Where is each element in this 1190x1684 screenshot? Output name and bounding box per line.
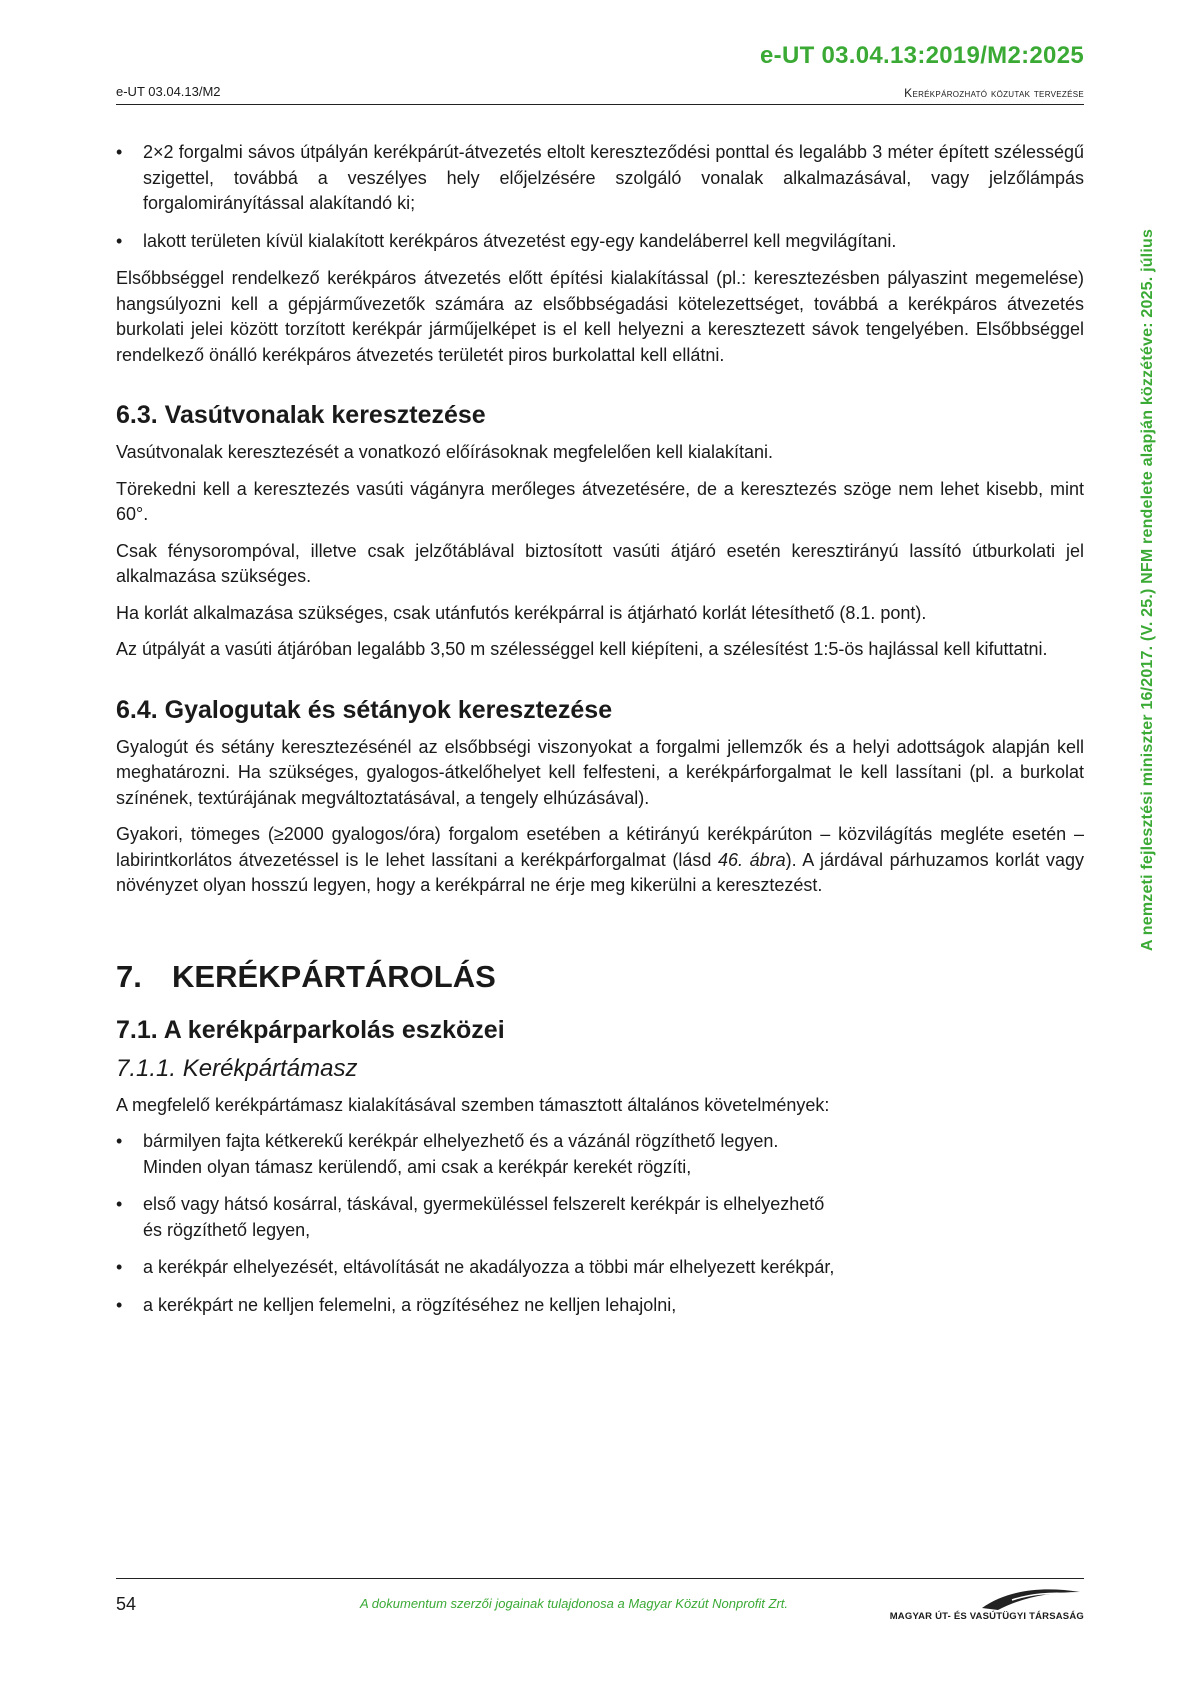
heading-7-1-1: 7.1.1. Kerékpártámasz <box>116 1054 358 1082</box>
side-note-text: A nemzeti fejlesztési miniszter 16/2017. (V. 25.) NFM rendelete alapján közzétéve: 2025. július <box>1139 228 1156 952</box>
chapter-7-heading: 7. KERÉKPÁRTÁROLÁS <box>116 958 496 994</box>
paragraph: A megfelelő kerékpártámasz kialakításával szemben támasztott általános követelmények: <box>116 1094 830 1115</box>
bullet-icon: • <box>116 1257 123 1277</box>
document-code: e-UT 03.04.13:2019/M2:2025 <box>760 42 1084 69</box>
paragraph: Gyalogút és sétány keresztezésénél az elsőbbségi viszonyokat a forgalmi jellemzők és a helyi adottságok alapján kell meghatározni. Ha szükséges, gyalogos-átkelőhelyet kell felfesteni, a kerékpárforgalmat le kell lassítani (pl. a burkolat színének, textúrájának megváltoztatásával, a tengely elhúzásával). <box>116 736 1084 808</box>
header-rule <box>116 104 1084 105</box>
society-logo <box>889 1586 1084 1622</box>
page-number: 54 <box>116 1594 137 1614</box>
paragraph: Ha korlát alkalmazása szükséges, csak utánfutós kerékpárral is átjárható korlát létesíthető (8.1. pont). <box>116 602 927 623</box>
list-item: • a kerékpárt ne kelljen felemelni, a rögzítéséhez ne kelljen lehajolni, <box>116 1293 1084 1319</box>
bullet-icon: • <box>116 1131 123 1151</box>
footer-rule <box>116 1578 1084 1579</box>
bullet-list-top <box>116 140 1084 254</box>
paragraph-priority: Elsőbbséggel rendelkező kerékpáros átvezetés előtt építési kialakítással (pl.: keresztezésben pályaszint megemelése) hangsúlyozni kell a gépjárművezetők számára az elsőbbségadási kötelezettséget, továbbá a kerékpáros átvezetés burkolati jelei között torzított kerékpár járműjelképet is el kell helyezni a keresztezett sávok tengelyében. Elsőbbséggel rendelkező önálló kerékpáros átvezetés területét piros burkolattal kell ellátni. <box>116 268 1084 365</box>
page-body <box>116 140 1084 1330</box>
logo-text: MAGYAR ÚT- ÉS VASÚTÜGYI TÁRSASÁG <box>889 1611 1084 1622</box>
header-right: Kerékpározható közutak tervezése <box>904 86 1084 100</box>
list-item: • bármilyen fajta kétkerekű kerékpár elhelyezhető és a vázánál rögzíthető legyen. Minden olyan támasz kerülendő, ami csak a kerékpár kerekét rögzíti, <box>116 1131 779 1177</box>
bullet-icon: • <box>116 230 123 251</box>
bullet-icon: • <box>116 1294 123 1315</box>
copyright-notice: A dokumentum szerzői jogainak tulajdonosa a Magyar Közút Nonprofit Zrt. <box>360 1596 789 1611</box>
header-left: e-UT 03.04.13/M2 <box>116 84 221 99</box>
paragraph: Vasútvonalak keresztezését a vonatkozó előírásoknak megfelelően kell kialakítani. <box>116 442 774 462</box>
heading-6-4: 6.4. Gyalogutak és sétányok keresztezése <box>116 695 613 724</box>
list-item: • a kerékpár elhelyezését, eltávolítását ne akadályozza a többi már elhelyezett kerékpár, <box>116 1255 1084 1281</box>
heading-6-3: 6.3. Vasútvonalak keresztezése <box>116 401 486 429</box>
bullet-list-requirements <box>116 1129 1084 1318</box>
paragraph: Törekedni kell a keresztezés vasúti vágányra merőleges átvezetésére, de a keresztezés szöge nem lehet kisebb, mint 60°. <box>116 478 1084 524</box>
heading-7-1: 7.1. A kerékpárparkolás eszközei <box>116 1015 505 1044</box>
bullet-icon: • <box>116 1194 123 1214</box>
paragraph: Gyakori, tömeges (≥2000 gyalogos/óra) forgalom esetében a kétirányú kerékpárúton – közvilágítás megléte esetén – labirintkorlátos átvezetéssel is le lehet lassítani a kerékpárforgalmat (lásd 46. ábra). A járdával párhuzamos korlát vagy növényzet olyan hosszú legyen, hogy a kerékpárral ne érje meg kikerülni a keresztezést. <box>116 824 1084 895</box>
road-swoosh-icon <box>912 1586 1084 1612</box>
paragraph: Az útpályát a vasúti átjáróban legalább 3,50 m szélességgel kell kiépíteni, a szélesítést 1:5-ös hajlással kell kifuttatni. <box>116 639 1048 659</box>
list-item: • 2×2 forgalmi sávos útpályán kerékpárút-átvezetés eltolt kereszteződési ponttal és legalább 3 méter épített szélességű szigettel, továbbá a veszélyes hely előjelzésére szolgáló vonalak alkalmazásával, vagy jelzőlámpás forgalomirányítással alakítandó ki; <box>116 142 1084 213</box>
figure-reference-link[interactable]: 46. ábra <box>717 849 786 870</box>
list-item: • lakott területen kívül kialakított kerékpáros átvezetést egy-egy kandeláberrel kell megvilágítani. <box>116 229 1084 255</box>
paragraph: Csak fénysorompóval, illetve csak jelzőtáblával biztosított vasúti átjáró esetén keresztirányú lassító útburkolati jel alkalmazása szükséges. <box>116 540 1084 586</box>
list-item: • első vagy hátsó kosárral, táskával, gyermeküléssel felszerelt kerékpár is elhelyezhető és rögzíthető legyen, <box>116 1194 825 1240</box>
bullet-icon: • <box>116 142 123 162</box>
